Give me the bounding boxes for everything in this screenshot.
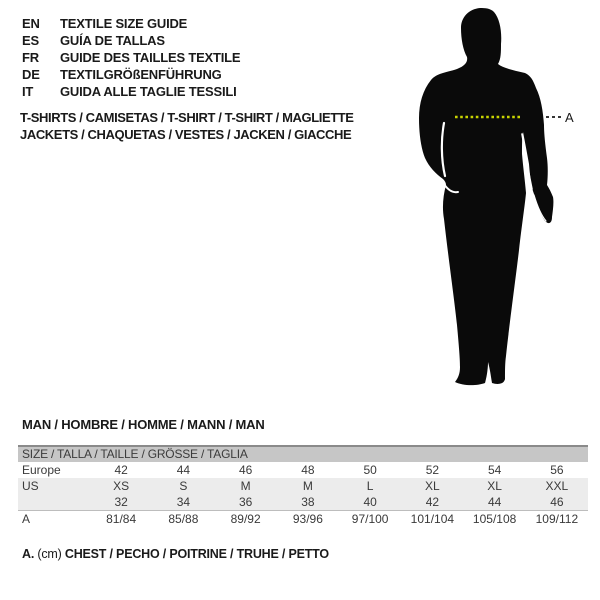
man-silhouette bbox=[419, 8, 553, 385]
size-table-header: SIZE / TALLA / TAILLE / GRÖSSE / TAGLIA bbox=[18, 445, 588, 462]
lang-row-de bbox=[22, 66, 240, 83]
cell: 81/84 bbox=[106, 512, 137, 526]
measurement-note bbox=[22, 547, 329, 561]
measurement-note-label: A. bbox=[22, 547, 35, 561]
lang-code: EN bbox=[22, 16, 40, 31]
cell: M bbox=[302, 479, 313, 493]
cell: 42 bbox=[425, 495, 440, 509]
lang-title: GUIDA ALLE TAGLIE TESSILI bbox=[60, 84, 237, 99]
measurement-note-text: CHEST / PECHO / POITRINE / TRUHE / PETTO bbox=[64, 547, 329, 561]
lang-title: TEXTILE SIZE GUIDE bbox=[60, 16, 188, 31]
cell: XL bbox=[425, 479, 440, 493]
cell: 93/96 bbox=[292, 512, 323, 526]
size-table bbox=[18, 445, 588, 528]
cell: S bbox=[179, 479, 188, 493]
cell: XL bbox=[487, 479, 502, 493]
table-row-us-numeric bbox=[18, 494, 588, 510]
cell: 109/112 bbox=[535, 512, 579, 526]
cell: M bbox=[240, 479, 251, 493]
row-label bbox=[18, 494, 90, 510]
cell: 34 bbox=[176, 495, 191, 509]
lang-row-it bbox=[22, 83, 240, 100]
man-silhouette-svg bbox=[398, 5, 578, 390]
lang-title: GUIDE DES TAILLES TEXTILE bbox=[60, 50, 241, 65]
cell: 52 bbox=[425, 463, 440, 477]
lang-code: ES bbox=[22, 33, 39, 48]
cell: 54 bbox=[487, 463, 502, 477]
cell: 85/88 bbox=[168, 512, 199, 526]
measurement-note-unit: (cm) bbox=[37, 547, 62, 561]
row-label: Europe bbox=[22, 463, 61, 477]
lang-code: FR bbox=[22, 50, 39, 65]
cell: 46 bbox=[550, 495, 564, 509]
cell: L bbox=[366, 479, 374, 493]
gender-heading: MAN / HOMBRE / HOMME / MANN / MAN bbox=[22, 417, 265, 432]
cell: 46 bbox=[238, 463, 253, 477]
lang-title: GUÍA DE TALLAS bbox=[60, 33, 165, 48]
cell: 105/108 bbox=[472, 512, 517, 526]
category-tshirts: T-SHIRTS / CAMISETAS / T-SHIRT / T-SHIRT / MAGLIETTE bbox=[20, 110, 354, 125]
cell: 36 bbox=[238, 495, 253, 509]
cell: XXL bbox=[545, 479, 569, 493]
cell: 56 bbox=[550, 463, 564, 477]
cell: 44 bbox=[176, 463, 191, 477]
table-row-europe bbox=[18, 462, 588, 478]
cell: XS bbox=[113, 479, 130, 493]
row-label: US bbox=[22, 479, 39, 493]
cell: 32 bbox=[114, 495, 128, 509]
cell: 101/104 bbox=[410, 512, 455, 526]
category-jackets: JACKETS / CHAQUETAS / VESTES / JACKEN / GIACCHE bbox=[20, 127, 352, 142]
man-silhouette-figure bbox=[398, 5, 578, 390]
cell: 89/92 bbox=[230, 512, 261, 526]
cell: 40 bbox=[363, 495, 377, 509]
table-row-chest-cm bbox=[18, 510, 588, 528]
table-row-us bbox=[18, 478, 588, 494]
cell: 48 bbox=[301, 463, 315, 477]
lang-code: DE bbox=[22, 67, 40, 82]
lang-row-es bbox=[22, 32, 240, 49]
lang-title: TEXTILGRÖßENFÜHRUNG bbox=[60, 67, 222, 82]
row-label: A bbox=[22, 512, 31, 526]
lang-code: IT bbox=[22, 84, 34, 99]
language-list bbox=[22, 15, 240, 100]
lang-row-en bbox=[22, 15, 240, 32]
cell: 50 bbox=[363, 463, 377, 477]
cell: 42 bbox=[114, 463, 128, 477]
category-lines bbox=[20, 109, 354, 143]
cell: 97/100 bbox=[351, 512, 389, 526]
measure-label-a: A bbox=[565, 110, 574, 125]
lang-row-fr bbox=[22, 49, 240, 66]
cell: 44 bbox=[487, 495, 502, 509]
cell: 38 bbox=[301, 495, 315, 509]
